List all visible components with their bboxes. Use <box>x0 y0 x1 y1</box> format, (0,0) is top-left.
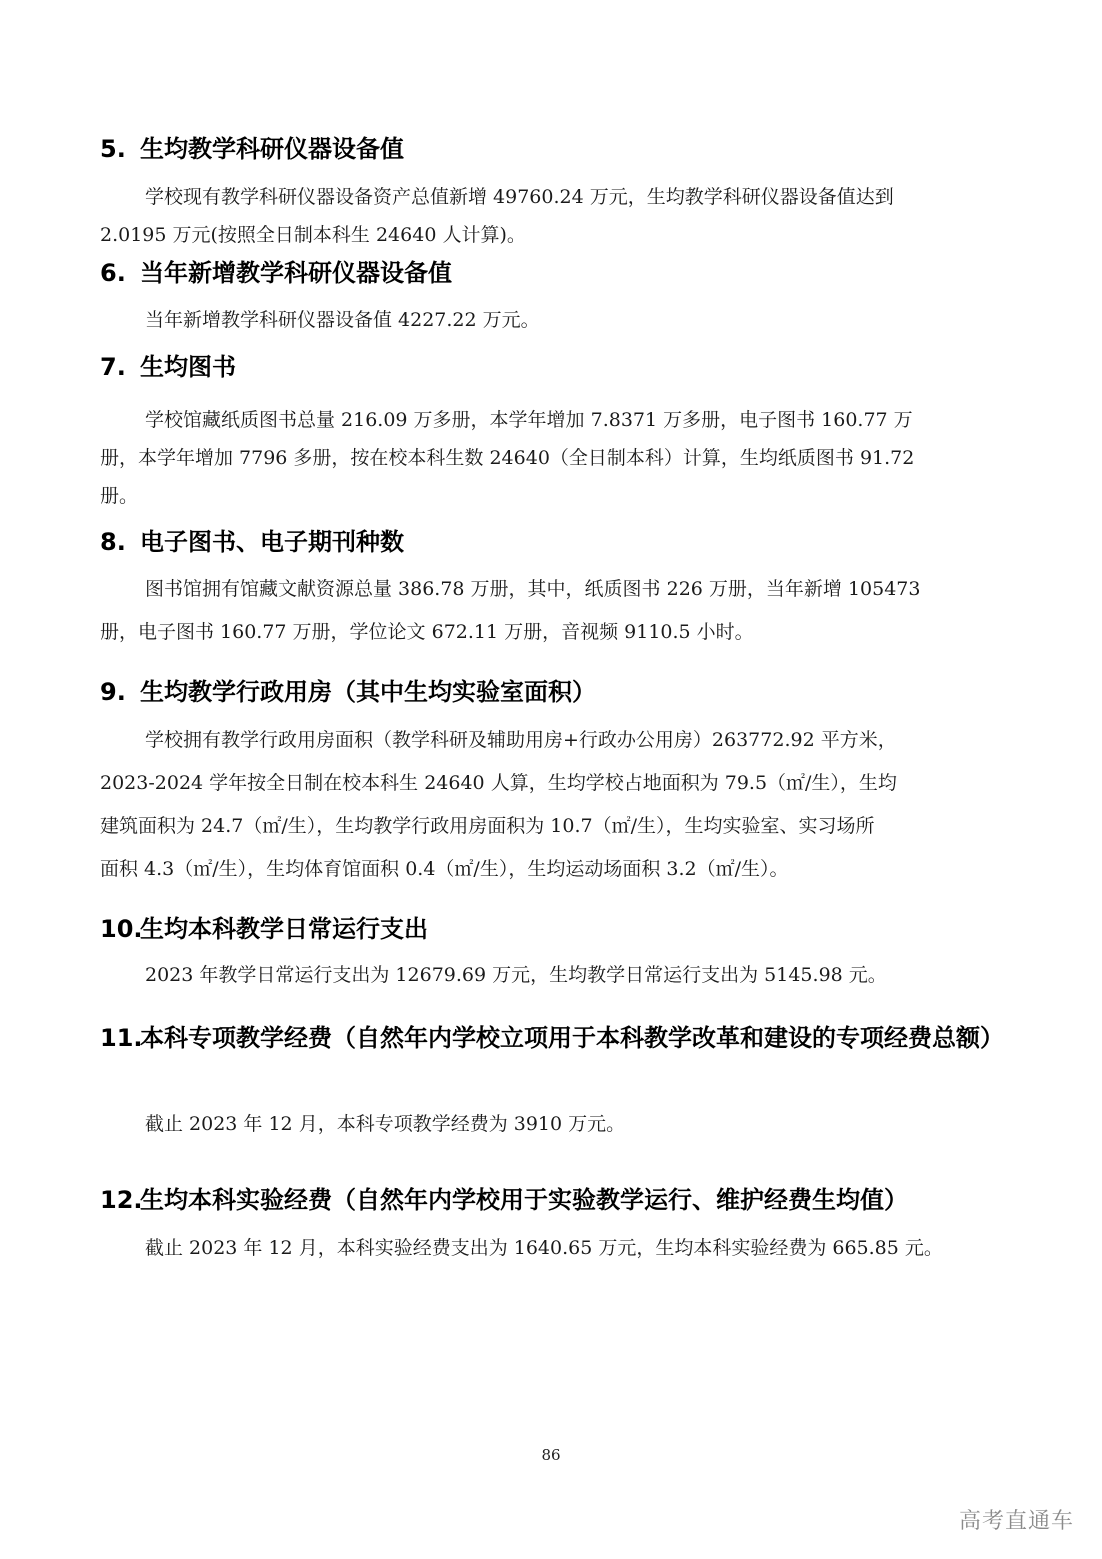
paragraph-line: 学校馆藏纸质图书总量 216.09 万多册，本学年增加 7.8371 万多册，电子图书 160.77 万 <box>145 409 913 431</box>
paragraph-line: 建筑面积为 24.7（㎡/生），生均教学行政用房面积为 10.7（㎡/生），生均实验室、实习场所 <box>100 815 875 837</box>
paragraph-line: 学校拥有教学行政用房面积（教学科研及辅助用房+行政办公用房）263772.92 平方米， <box>145 729 897 751</box>
section-6-heading <box>100 256 452 290</box>
section-number: 10. <box>100 915 143 943</box>
section-title: 生均本科实验经费（自然年内学校用于实验教学运行、维护经费生均值） <box>140 1186 908 1214</box>
paragraph-line: 当年新增教学科研仪器设备值 4227.22 万元。 <box>145 309 540 331</box>
section-10-heading <box>100 912 428 946</box>
section-title: 本科专项教学经费（自然年内学校立项用于本科教学改革和建设的专项经费总额） <box>140 1024 1004 1052</box>
section-number: 12. <box>100 1186 143 1214</box>
section-title: 当年新增教学科研仪器设备值 <box>140 259 452 287</box>
paragraph-line: 册，电子图书 160.77 万册，学位论文 672.11 万册，音视频 9110.5 小时。 <box>100 621 754 643</box>
section-8-body <box>100 568 1005 654</box>
paragraph-line: 学校现有教学科研仪器设备资产总值新增 49760.24 万元，生均教学科研仪器设备值达到 <box>145 186 894 208</box>
paragraph-line: 2.0195 万元(按照全日制本科生 24640 人计算)。 <box>100 224 526 246</box>
paragraph-line: 2023 年教学日常运行支出为 12679.69 万元，生均教学日常运行支出为 5145.98 元。 <box>145 964 887 986</box>
paragraph-line: 截止 2023 年 12 月，本科专项教学经费为 3910 万元。 <box>145 1113 626 1135</box>
section-number: 11. <box>100 1024 143 1052</box>
section-number: 7. <box>100 353 126 381</box>
paragraph-line: 册。 <box>100 485 139 507</box>
section-8-heading <box>100 525 404 559</box>
section-10-body <box>100 956 1005 994</box>
section-title: 电子图书、电子期刊种数 <box>140 528 404 556</box>
section-number: 5. <box>100 135 126 163</box>
section-number: 9. <box>100 678 126 706</box>
section-title: 生均教学科研仪器设备值 <box>140 135 404 163</box>
section-11-heading <box>100 1022 1010 1054</box>
section-number: 8. <box>100 528 126 556</box>
section-9-body <box>100 719 1005 891</box>
paragraph-line: 截止 2023 年 12 月，本科实验经费支出为 1640.65 万元，生均本科实验经费为 665.85 元。 <box>145 1237 943 1259</box>
paragraph-line: 2023-2024 学年按全日制在校本科生 24640 人算，生均学校占地面积为 79.5（㎡/生），生均 <box>100 772 897 794</box>
section-title: 生均教学行政用房（其中生均实验室面积） <box>140 678 596 706</box>
section-title: 生均本科教学日常运行支出 <box>140 915 428 943</box>
section-9-heading <box>100 675 596 709</box>
section-5-heading <box>100 132 404 166</box>
section-5-body <box>100 178 1005 254</box>
section-12-heading <box>100 1183 908 1217</box>
paragraph-line: 面积 4.3（㎡/生），生均体育馆面积 0.4（㎡/生），生均运动场面积 3.2（㎡/生）。 <box>100 858 789 880</box>
section-7-heading <box>100 350 236 384</box>
section-number: 6. <box>100 259 126 287</box>
section-7-body <box>100 401 1005 515</box>
section-12-body <box>100 1229 1005 1267</box>
section-title: 生均图书 <box>140 353 236 381</box>
paragraph-line: 册，本学年增加 7796 多册，按在校本科生数 24640（全日制本科）计算，生均纸质图书 91.72 <box>100 447 915 469</box>
paragraph-line: 图书馆拥有馆藏文献资源总量 386.78 万册，其中，纸质图书 226 万册，当年新增 105473 <box>145 578 921 600</box>
page-number: 86 <box>541 1446 561 1464</box>
watermark-text: 高考直通车 <box>958 1509 1074 1534</box>
section-11-body <box>100 1105 1005 1143</box>
section-6-body <box>100 301 1005 339</box>
